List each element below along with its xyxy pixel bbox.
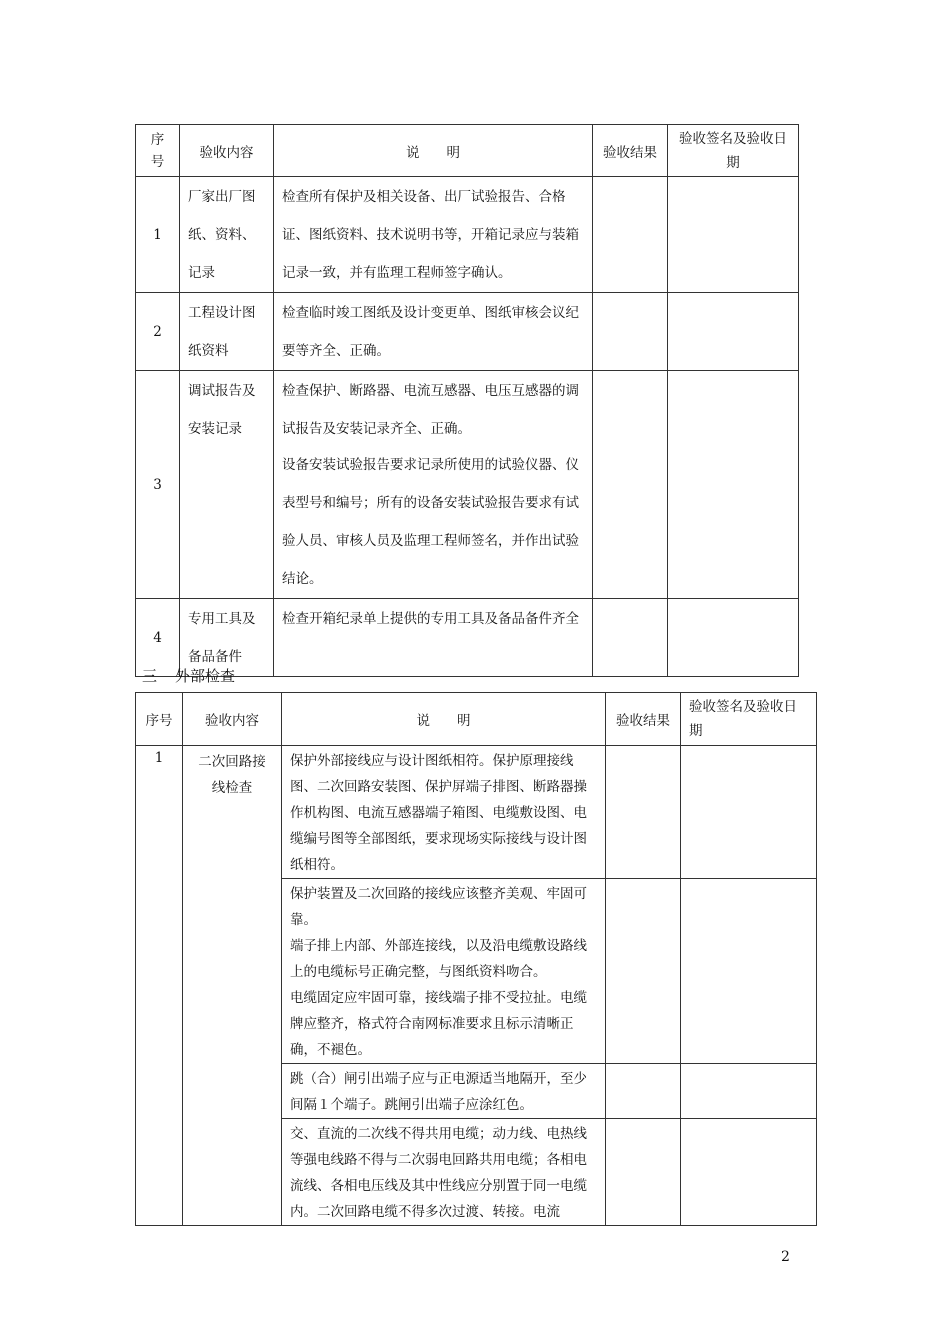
desc-paragraph: 电缆固定应牢固可靠，接线端子排不受拉扯。电缆牌应整齐，格式符合南网标准要求且标示清晰正确，不褪色。 <box>290 990 587 1058</box>
sign-cell[interactable] <box>681 879 817 1064</box>
row-content: 二次回路接线检查 <box>183 746 282 1226</box>
row-desc: 检查开箱纪录单上提供的专用工具及备品备件齐全 <box>274 599 593 677</box>
result-cell[interactable] <box>593 599 668 677</box>
section-title: 外部检查 <box>175 667 236 685</box>
row-desc <box>274 371 593 599</box>
result-cell[interactable] <box>593 371 668 599</box>
row-seq: 1 <box>136 746 183 1226</box>
row-content: 工程设计图纸资料 <box>180 293 274 371</box>
row-seq: 3 <box>136 371 180 599</box>
row-desc <box>282 879 606 1064</box>
desc-paragraph: 设备安装试验报告要求记录所使用的试验仪器、仪表型号和编号；所有的设备安装试验报告要求有试验人员、审核人员及监理工程师签名，并作出试验结论。 <box>282 457 579 587</box>
header-result: 验收结果 <box>606 693 681 746</box>
sign-cell[interactable] <box>668 177 799 293</box>
result-cell[interactable] <box>606 1119 681 1226</box>
sign-cell[interactable] <box>668 599 799 677</box>
sign-cell[interactable] <box>668 371 799 599</box>
header-sign: 验收签名及验收日期 <box>681 693 817 746</box>
desc-paragraph: 端子排上内部、外部连接线，以及沿电缆敷设路线上的电缆标号正确完整，与图纸资料吻合。 <box>290 938 587 980</box>
row-content: 调试报告及安装记录 <box>180 371 274 599</box>
row-seq: 1 <box>136 177 180 293</box>
header-result: 验收结果 <box>593 125 668 177</box>
sign-cell[interactable] <box>681 746 817 879</box>
row-desc: 检查所有保护及相关设备、出厂试验报告、合格证、图纸资料、技术说明书等，开箱记录应与装箱记录一致，并有监理工程师签字确认。 <box>274 177 593 293</box>
row-desc: 保护外部接线应与设计图纸相符。保护原理接线图、二次回路安装图、保护屏端子排图、断路器操作机构图、电流互感器端子箱图、电缆敷设图、电缆编号图等全部图纸，要求现场实际接线与设计图纸相符。 <box>282 746 606 879</box>
section-number: 三 <box>142 667 158 685</box>
sign-cell[interactable] <box>681 1064 817 1119</box>
header-seq: 序号 <box>136 125 180 177</box>
row-content: 专用工具及备品备件 <box>180 599 274 677</box>
acceptance-table-2 <box>135 692 817 1226</box>
result-cell[interactable] <box>606 746 681 879</box>
result-cell[interactable] <box>593 293 668 371</box>
sign-cell[interactable] <box>681 1119 817 1226</box>
sign-cell[interactable] <box>668 293 799 371</box>
header-seq: 序号 <box>136 693 183 746</box>
header-sign: 验收签名及验收日期 <box>668 125 799 177</box>
desc-paragraph: 保护装置及二次回路的接线应该整齐美观、牢固可靠。 <box>290 886 587 928</box>
desc-paragraph: 检查保护、断路器、电流互感器、电压互感器的调试报告及安装记录齐全、正确。 <box>282 383 579 437</box>
row-desc: 交、直流的二次线不得共用电缆；动力线、电热线等强电线路不得与二次弱电回路共用电缆；各相电流线、各相电压线及其中性线应分别置于同一电缆内。二次回路电缆不得多次过渡、转接。电流 <box>282 1119 606 1226</box>
header-content: 验收内容 <box>180 125 274 177</box>
acceptance-table-1 <box>135 124 799 677</box>
section-heading <box>142 665 235 686</box>
row-desc: 跳（合）闸引出端子应与正电源适当地隔开，至少间隔１个端子。跳闸引出端子应涂红色。 <box>282 1064 606 1119</box>
page-number: 2 <box>781 1249 790 1265</box>
row-seq: 4 <box>136 599 180 677</box>
header-desc: 说 明 <box>282 693 606 746</box>
result-cell[interactable] <box>606 879 681 1064</box>
result-cell[interactable] <box>593 177 668 293</box>
result-cell[interactable] <box>606 1064 681 1119</box>
header-content: 验收内容 <box>183 693 282 746</box>
row-seq: 2 <box>136 293 180 371</box>
row-desc: 检查临时竣工图纸及设计变更单、图纸审核会议纪要等齐全、正确。 <box>274 293 593 371</box>
header-desc: 说 明 <box>274 125 593 177</box>
row-content: 厂家出厂图纸、资料、记录 <box>180 177 274 293</box>
